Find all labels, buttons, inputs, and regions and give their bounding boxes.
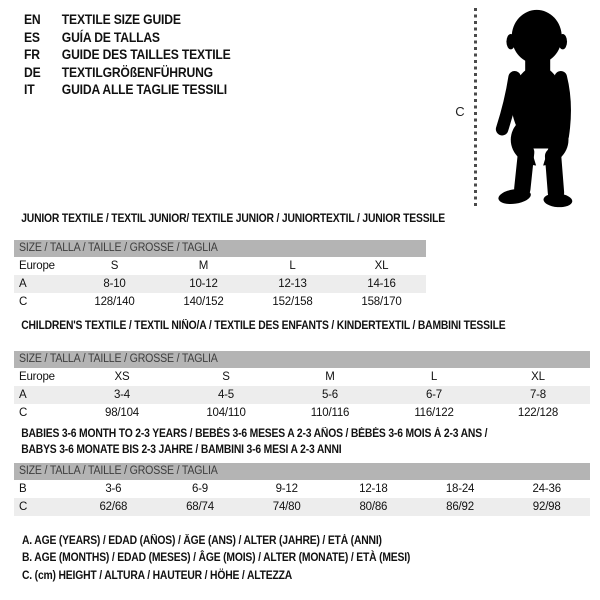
babies-title-line: BABYS 3-6 MONATE BIS 2-3 JAHRE / BAMBINI 3-6 MESI A 2-3 ANNI — [21, 443, 342, 456]
size-cell: 12-18 — [359, 483, 388, 495]
row-label: B — [19, 483, 27, 495]
language-row-es — [24, 29, 231, 47]
junior-textile-section — [14, 212, 445, 308]
baby-right-ear — [558, 34, 567, 49]
size-header-label: SIZE / TALLA / TAILLE / GRÖSSE / TAGLIA — [19, 353, 218, 365]
size-cell: 158/170 — [361, 296, 402, 308]
row-label: C — [19, 501, 28, 513]
height-dashed-line — [474, 8, 477, 209]
size-cell: 4-5 — [217, 389, 235, 401]
junior-size-table — [14, 240, 426, 311]
babies-title-line: BABIES 3-6 MONTH TO 2-3 YEARS / BEBÉS 3-6 MESES A 2-3 AÑOS / BÉBÉS 3-6 MOIS À 2-3 ANS / — [21, 428, 488, 440]
footnotes — [22, 533, 410, 585]
size-cell: 140/152 — [183, 296, 224, 308]
baby-right-foot — [543, 193, 573, 208]
language-row-fr — [24, 46, 231, 64]
size-cell: 68/74 — [186, 501, 214, 513]
junior-title-line: JUNIOR TEXTILE / TEXTIL JUNIOR/ TEXTILE JUNIOR / JUNIORTEXTIL / JUNIOR TESSILE — [21, 213, 445, 225]
size-cell: 80/86 — [359, 501, 388, 513]
size-header-bar — [14, 240, 426, 257]
babies-table-title — [14, 427, 532, 458]
size-cell: 10-12 — [189, 278, 218, 290]
size-cell: 5-6 — [321, 389, 339, 401]
footnote-line: A. AGE (YEARS) / EDAD (AÑOS) / ÂGE (ANS) / ALTER (JAHRE) / ETÀ (ANNI) — [22, 535, 382, 547]
children-row-a — [14, 386, 590, 404]
size-cell: L — [430, 371, 438, 383]
children-table-title — [14, 319, 532, 335]
size-cell: 3-4 — [113, 389, 131, 401]
guide-title: GUIDA ALLE TAGLIE TESSILI — [61, 82, 227, 97]
size-cell: 9-12 — [275, 483, 298, 495]
size-cell: 62/68 — [99, 501, 128, 513]
size-cell: 8-10 — [103, 278, 126, 290]
size-cell: 92/98 — [532, 501, 561, 513]
language-code: IT — [24, 82, 35, 97]
language-row-en — [24, 11, 231, 29]
size-cell: 128/140 — [94, 296, 135, 308]
size-cell: 86/92 — [446, 501, 474, 513]
size-cell: 104/110 — [206, 407, 246, 419]
guide-title: GUÍA DE TALLAS — [61, 29, 160, 45]
size-cell: 122/128 — [517, 407, 559, 419]
baby-left-leg — [522, 152, 526, 189]
size-cell: 152/158 — [272, 296, 313, 308]
size-cell: XL — [374, 260, 389, 272]
size-header-bar — [14, 351, 590, 368]
children-size-table — [14, 351, 590, 422]
size-cell: 6-7 — [425, 389, 443, 401]
junior-table-title — [14, 212, 445, 228]
junior-row-a — [14, 275, 426, 293]
size-cell: 3-6 — [105, 483, 122, 495]
language-code: EN — [24, 12, 41, 27]
junior-row-europe — [14, 257, 426, 275]
size-cell: S — [110, 260, 119, 272]
size-cell: 74/80 — [272, 501, 301, 513]
size-cell: 98/104 — [105, 407, 139, 419]
row-label: A — [19, 389, 27, 401]
row-label: C — [19, 407, 28, 419]
size-cell: 14-16 — [367, 278, 396, 290]
language-code: ES — [24, 29, 40, 45]
language-row-it — [24, 81, 231, 99]
babies-textile-section — [14, 427, 590, 513]
size-cell: 18-24 — [445, 483, 475, 495]
size-cell: 110/116 — [310, 407, 350, 419]
language-code: DE — [24, 64, 41, 80]
footnote-line: B. AGE (MONTHS) / EDAD (MESES) / ÂGE (MOIS) / ALTER (MONATE) / ETÀ (MESI) — [22, 552, 411, 565]
size-cell: M — [198, 260, 209, 272]
children-row-c — [14, 404, 590, 422]
babies-row-c — [14, 498, 590, 516]
size-cell: S — [222, 371, 230, 383]
row-label: C — [19, 296, 28, 308]
baby-silhouette-icon — [480, 8, 580, 210]
baby-right-leg — [553, 156, 556, 193]
size-header-bar — [14, 463, 590, 480]
baby-left-arm — [502, 77, 515, 129]
baby-left-ear — [506, 34, 515, 49]
size-cell: 116/122 — [414, 407, 454, 419]
guide-title: TEXTILGRÖßENFÜHRUNG — [61, 64, 213, 80]
size-cell: 7-8 — [529, 389, 547, 401]
baby-right-arm — [561, 77, 565, 136]
footnote-line: C. (cm) HEIGHT / ALTURA / HAUTEUR / HÖHE / ALTEZZA — [22, 569, 293, 582]
size-cell: M — [325, 371, 335, 383]
guide-title: TEXTILE SIZE GUIDE — [61, 12, 181, 27]
size-cell: L — [289, 260, 296, 272]
children-textile-section — [14, 319, 590, 419]
children-title-line: CHILDREN'S TEXTILE / TEXTIL NIÑO/A / TEXTILE DES ENFANTS / KINDERTEXTIL / BAMBINI TESSILE — [21, 320, 506, 332]
size-cell: 12-13 — [278, 278, 307, 290]
size-header-label: SIZE / TALLA / TAILLE / GRÖSSE / TAGLIA — [19, 465, 218, 477]
children-row-europe — [14, 368, 590, 386]
language-row-de — [24, 64, 231, 82]
row-label: A — [19, 278, 27, 290]
row-label: Europe — [19, 260, 55, 272]
size-cell: 6-9 — [191, 483, 209, 495]
baby-head — [512, 10, 562, 64]
language-title-list — [24, 11, 231, 99]
size-cell: 24-36 — [532, 483, 561, 495]
size-header-label: SIZE / TALLA / TAILLE / GRÖSSE / TAGLIA — [19, 242, 218, 254]
row-label: Europe — [19, 371, 55, 383]
junior-row-c — [14, 293, 426, 311]
size-cell: XL — [531, 371, 545, 383]
guide-title: GUIDE DES TAILLES TEXTILE — [61, 47, 231, 62]
size-cell: XS — [114, 371, 130, 383]
babies-size-table — [14, 463, 590, 516]
language-code: FR — [24, 47, 40, 62]
height-c-label: C — [455, 104, 465, 119]
babies-row-b — [14, 480, 590, 498]
